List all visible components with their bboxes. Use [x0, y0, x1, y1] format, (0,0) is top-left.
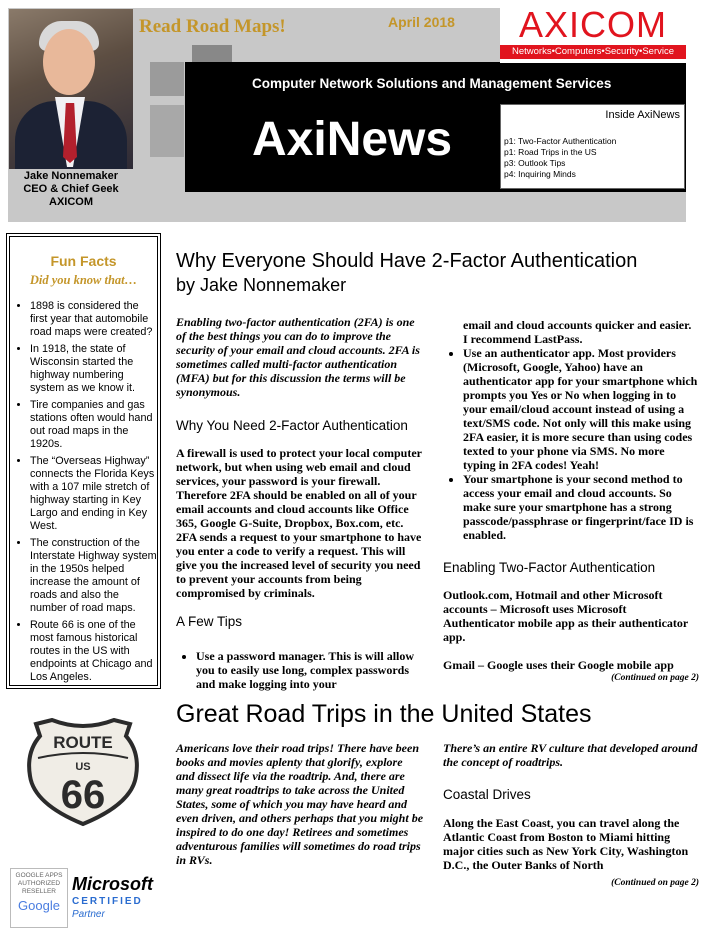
article1-column-left — [176, 315, 424, 691]
inside-box — [500, 104, 685, 189]
tip-item: • Use an authenticator app. Most providers (Microsoft, Google, Yahoo) have an authenticator app for your smartphone which prompts you Yes or No when logging in to your email/cloud account instead of using a text/SMS code. Not only will this make using 2FA easier, it is more secure than using codes texted to your phone via SMS. No more typing in 2FA codes! Yeah! — [463, 346, 699, 472]
tip-item: • Your smartphone is your second method to access your email and cloud accounts. So make sure your smartphone has a strong passcode/passphrase or fingerprint/face ID is enabled. — [463, 472, 699, 542]
fact-item: • 1898 is considered the first year that automobile road maps were created? — [30, 300, 157, 339]
paragraph-gmail: Gmail – Google uses their Google mobile app — [443, 658, 674, 672]
fun-facts-subtitle: Did you know that… — [29, 273, 138, 287]
continued-note: (Continued on page 2) — [611, 673, 699, 683]
author-company: AXICOM — [49, 196, 93, 208]
fact-item: • In 1918, the state of Wisconsin started the highway numbering system as we know it. — [30, 343, 157, 395]
badge-line: AUTHORIZED — [17, 880, 61, 887]
article1-title: Why Everyone Should Have 2-Factor Authentication — [176, 250, 638, 272]
article2-column-right — [443, 741, 699, 888]
article2-rv: There’s an entire RV culture that developed around the concept of roadtrips. — [443, 741, 698, 769]
certified-text: CERTIFIED — [72, 896, 143, 907]
route-66-sign-icon — [22, 718, 144, 828]
sign-route-text: ROUTE — [53, 733, 113, 752]
article2-column-left — [176, 741, 424, 867]
tip1-continued: email and cloud accounts quicker and easier. I recommend LastPass. — [463, 318, 692, 346]
inside-item: p1: Two-Factor Authentication — [504, 136, 617, 146]
masthead-tagline: Computer Network Solutions and Management Services — [252, 76, 612, 91]
badge-line: RESELLER — [22, 888, 56, 895]
partner-text: Partner — [72, 909, 105, 920]
heading-why: Why You Need 2-Factor Authentication — [176, 418, 408, 433]
sign-state-text: US — [75, 761, 91, 773]
inside-item: p4: Inquiring Minds — [504, 169, 576, 179]
author-name: Jake Nonnemaker — [23, 170, 119, 182]
paragraph-why: A firewall is used to protect your local computer network, but when using web email and cloud services, your password is your firewall. Therefore 2FA should be enabled on all of your email accounts and cloud accounts like Office 365, Google G-Suite, Dropbox, Box.com, etc. 2FA sends a request to your smartphone to have you enter a code to verify a request. This will give you the increased level of security you need to prevent your accounts from being compromised by criminals. — [176, 446, 422, 600]
article2-intro: Americans love their road trips! There have been books and movies aplenty that glorify, explore and dissect life via the roadtrip. And, there are many great roadtrips to take across the United States, some of which you may have heard and even driven, and others perhaps that you might be inspired to do one day! Retirees and sometimes adventurous families will sometimes do road trips in RVs. — [176, 741, 424, 867]
logo-tagline: Networks•Computers•Security•Service — [500, 45, 686, 59]
paragraph-coastal: Along the East Coast, you can travel along the Atlantic Coast from Boston to Miami hitting major cities such as New York City, Washington D.C., the Outer Banks of North — [443, 816, 689, 872]
fact-item: • The construction of the Interstate Highway system in the 1950s helped increase the amount of roads and also the number of road maps. — [30, 537, 157, 615]
decor-square — [150, 105, 184, 157]
fact-item: • The “Overseas Highway” connects the Florida Keys with a 107 mile stretch of highway starting in Key Largo and ending in Key West. — [30, 455, 157, 533]
article1-column-right — [443, 318, 699, 683]
author-photo — [9, 9, 133, 169]
inside-item: p3: Outlook Tips — [504, 158, 566, 168]
google-reseller-badge — [10, 868, 68, 928]
tip-item: • Use a password manager. This is will allow you to easily use long, complex passwords and make logging into your — [196, 649, 424, 691]
article1-byline: by Jake Nonnemaker — [176, 275, 347, 295]
article2-title: Great Road Trips in the United States — [176, 700, 592, 728]
fact-item: • Tire companies and gas stations often would hand out road maps in the 1920s. — [30, 399, 157, 451]
sign-number-text: 66 — [60, 773, 106, 817]
continued-note: (Continued on page 2) — [611, 878, 699, 888]
axicom-logo: AXICOM — [518, 4, 667, 45]
paragraph-outlook: Outlook.com, Hotmail and other Microsoft accounts – Microsoft uses Microsoft Authenticator mobile app as their authenticator app. — [443, 588, 688, 644]
author-role: CEO & Chief Geek — [23, 183, 119, 195]
fact-item: • Route 66 is one of the most famous historical routes in the US with endpoints at Chicago and Los Angeles. — [30, 619, 157, 684]
badge-line: GOOGLE APPS — [15, 872, 63, 879]
inside-title: Inside AxiNews — [605, 109, 680, 121]
microsoft-logo: Microsoft — [72, 874, 153, 894]
fun-facts-sidebar — [6, 233, 161, 689]
inside-item: p1: Road Trips in the US — [504, 147, 597, 157]
banner-text: Read Road Maps! — [139, 16, 286, 37]
author-caption — [9, 170, 133, 209]
heading-enable: Enabling Two-Factor Authentication — [443, 560, 656, 575]
microsoft-certified-badge — [72, 874, 164, 920]
heading-tips: A Few Tips — [176, 614, 243, 629]
fun-facts-title: Fun Facts — [50, 253, 117, 269]
newsletter-title: AxiNews — [252, 113, 453, 166]
google-logo: Google — [18, 898, 60, 913]
heading-coastal: Coastal Drives — [443, 787, 531, 802]
article1-intro: Enabling two-factor authentication (2FA) is one of the best things you can do to improve the security of your email and cloud accounts. 2FA is sometimes called multi-factor authentication (MFA) but for this discussion the terms will be synonymous. — [176, 315, 420, 399]
decor-square — [150, 62, 184, 96]
issue-date: April 2018 — [388, 14, 455, 30]
